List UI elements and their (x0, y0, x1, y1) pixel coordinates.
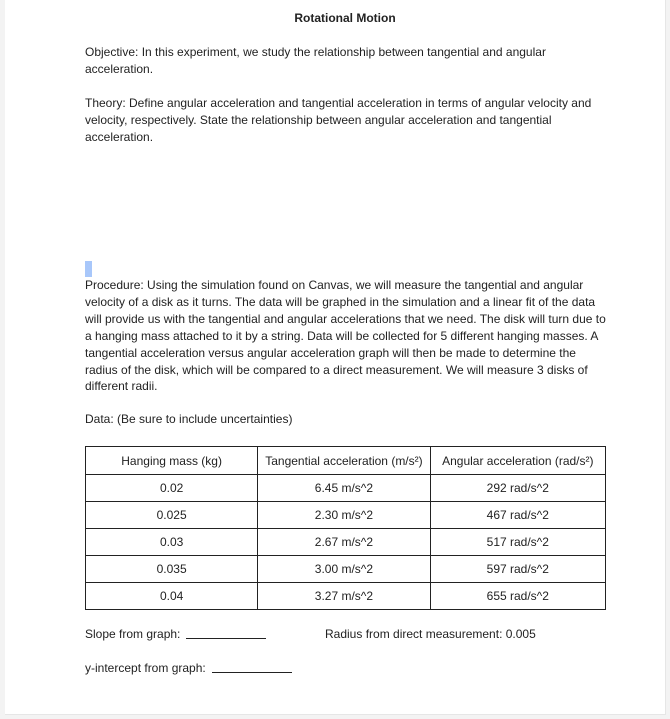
table-cell[interactable]: 467 rad/s^2 (430, 502, 605, 529)
table-cell[interactable]: 0.03 (86, 529, 258, 556)
table-cell[interactable]: 0.035 (86, 556, 258, 583)
radius-line[interactable]: Radius from direct measurement: 0.005 (325, 627, 536, 641)
table-cell[interactable]: 3.00 m/s^2 (258, 556, 430, 583)
table-cell[interactable]: 0.04 (86, 583, 258, 610)
table-row (86, 556, 606, 583)
table-cell[interactable]: 3.27 m/s^2 (258, 583, 430, 610)
yintercept-blank[interactable] (212, 663, 292, 673)
table-cell[interactable]: 655 rad/s^2 (430, 583, 605, 610)
header-hanging-mass[interactable]: Hanging mass (kg) (86, 447, 258, 475)
table-row (86, 583, 606, 610)
table-cell[interactable]: 597 rad/s^2 (430, 556, 605, 583)
table-cell[interactable]: 2.30 m/s^2 (258, 502, 430, 529)
table-row (86, 502, 606, 529)
table-cell[interactable]: 0.025 (86, 502, 258, 529)
objective-paragraph[interactable]: Objective: In this experiment, we study the relationship between tangential and angular acceleration. (85, 45, 546, 76)
table-cell[interactable]: 517 rad/s^2 (430, 529, 605, 556)
table-cell[interactable]: 6.45 m/s^2 (258, 475, 430, 502)
document-page[interactable] (5, 0, 666, 715)
procedure-paragraph[interactable]: Procedure: Using the simulation found on Canvas, we will measure the tangential and angular velocity of a disk as it turns. The data will be graphed in the simulation and a linear fit of the data will provide us with the tangential and angular accelerations that we need. The disk will turn due to a hanging mass attached to it by a string. Data will be collected for 5 different hanging masses. A tangential acceleration versus angular acceleration graph will then be made to determine the radius of the disk, which will be compared to a direct measurement. We will measure 3 disks of different radii. (85, 278, 606, 394)
table-row (86, 529, 606, 556)
data-table[interactable] (85, 446, 606, 610)
theory-paragraph[interactable]: Theory: Define angular acceleration and tangential acceleration in terms of angular velocity and velocity, respectively. State the relationship between angular acceleration and tangential acceleration. (85, 96, 592, 144)
table-cell[interactable]: 292 rad/s^2 (430, 475, 605, 502)
slope-blank[interactable] (186, 629, 266, 639)
table-cell[interactable]: 2.67 m/s^2 (258, 529, 430, 556)
header-tangential-acceleration[interactable]: Tangential acceleration (m/s²) (258, 447, 430, 475)
slope-label: Slope from graph: (85, 627, 181, 641)
yintercept-label: y-intercept from graph: (85, 661, 206, 675)
document-title: Rotational Motion (294, 11, 396, 25)
table-row (86, 475, 606, 502)
yintercept-line[interactable] (85, 661, 292, 675)
table-cell[interactable]: 0.02 (86, 475, 258, 502)
data-heading[interactable]: Data: (Be sure to include uncertainties) (85, 412, 293, 426)
table-header-row (86, 447, 606, 475)
header-angular-acceleration[interactable]: Angular acceleration (rad/s²) (430, 447, 605, 475)
text-cursor (85, 261, 92, 277)
slope-line[interactable] (85, 627, 266, 641)
